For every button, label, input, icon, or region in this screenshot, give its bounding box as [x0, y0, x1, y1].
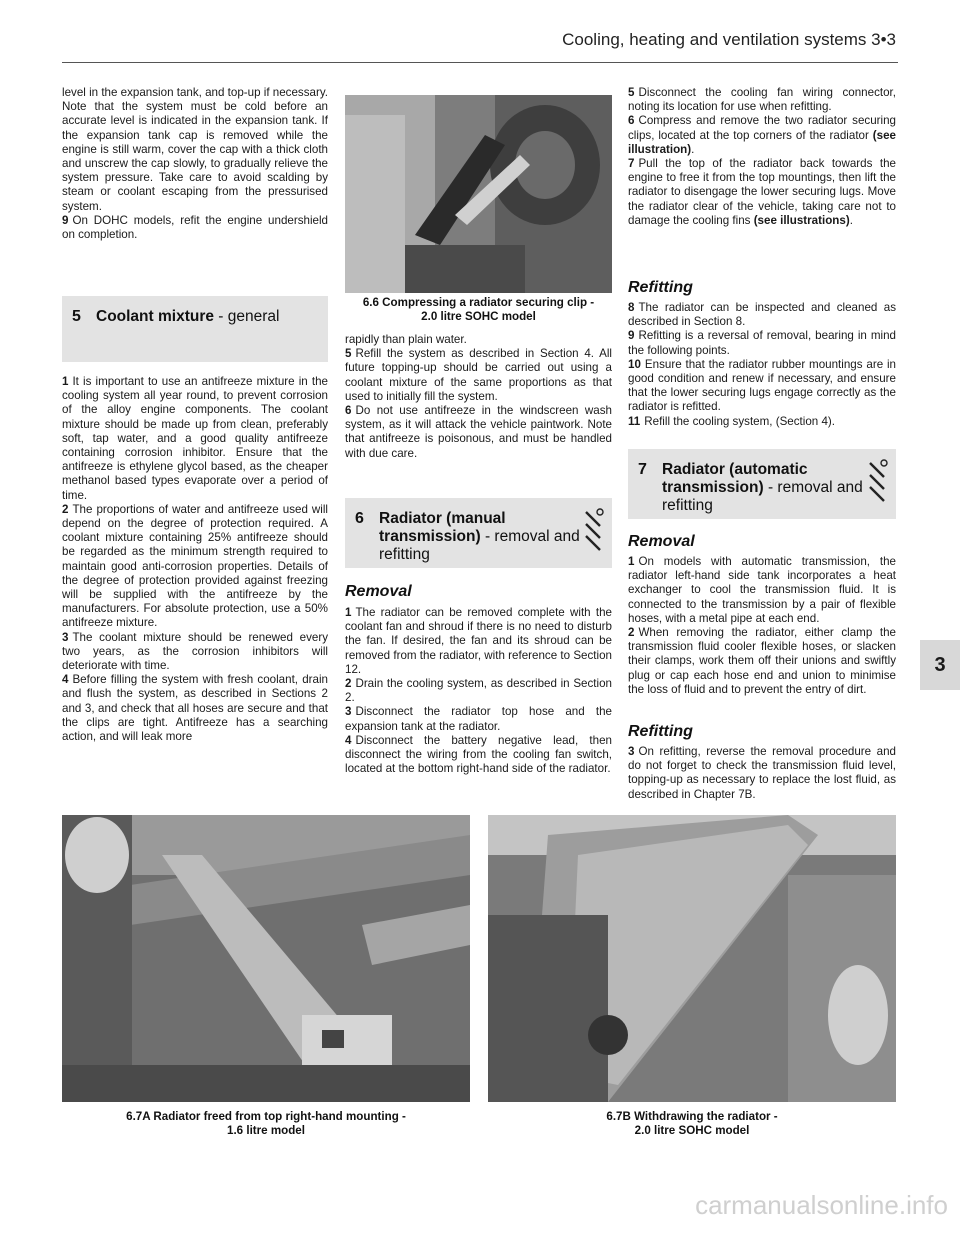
s7-paragraph-2: 2 When removing the radiator, either clamp the transmission fluid cooler flexible hoses, or slacken their clamps, work them off their unions and swiftly plug or cap each hose end and union to minimise the loss of fluid and to prevent the entry of dirt.	[628, 626, 896, 696]
s7-refitting-heading: Refitting	[628, 723, 693, 740]
s7-paragraph-3: 3 On refitting, reverse the removal procedure and do not forget to check the transmission fluid level, topping-up as necessary to replace the lost fluid, as described in Chapter 7B.	[628, 745, 896, 801]
s5-paragraph-5: 5 Refill the system as described in Section 4. All future topping-up should be carried out using a coolant mixture of the same proportions as that used to initially fill the system.	[345, 347, 612, 403]
photo-6-7b-image	[488, 815, 896, 1102]
difficulty-spanner-icon	[866, 455, 888, 515]
paragraph-9: 9 On DOHC models, refit the engine undershield on completion.	[62, 213, 328, 242]
s6-paragraph-6: 6 Compress and remove the two radiator securing clips, located at the top corners of the radiator (see illustration).	[628, 114, 896, 156]
photo-6-6-image	[345, 95, 612, 293]
photo-6-7a-image	[62, 815, 470, 1102]
section-5-body	[62, 375, 328, 744]
section-7-title: Radiator (automatic transmission) - removal and refitting	[662, 461, 863, 514]
s6-paragraph-2: 2 Drain the cooling system, as described in Section 2.	[345, 677, 612, 705]
section-5-title: Coolant mixture - general	[96, 308, 280, 325]
s6-paragraph-4: 4 Disconnect the battery negative lead, then disconnect the wiring from the cooling fan switch, located at the bottom right-hand side of the radiator.	[345, 733, 612, 776]
col3-top	[628, 86, 896, 228]
s5-paragraph-1: 1 It is important to use an antifreeze mixture in the cooling system all year round, to prevent corrosion of the alloy engine components. The coolant mixture should be made up from clean, preferably soft, tap water, and a good quality antifreeze containing corrosion inhibitor. Ensure that the antifreeze is ethylene glycol based, as the cheaper methanol based types evaporate over a period of time.	[62, 375, 328, 502]
running-header: Cooling, heating and ventilation systems 3•3	[562, 30, 896, 49]
s5-paragraph-2: 2 The proportions of water and antifreeze used will depend on the degree of protection required. A coolant mixture containing 25% antifreeze should be regarded as the minimum strength required to maintain good anti-corrosion properties. Details of the degree of protection provided against freezing will be supplied with the antifreeze by the manufacturers. For absolute protection, use a 50% antifreeze mixture.	[62, 502, 328, 630]
col1-intro	[62, 86, 328, 242]
intro-paragraph: level in the expansion tank, and top-up if necessary. Note that the system must be cold before an accurate level is indicated in the expansion tank. If the expansion tank cap is removed while the engine is still warm, cover the cap with a thick cloth and unscrew the cap slowly, to gradually relieve the system pressure. Take care to avoid scalding by steam or coolant escaping from the pressurised system.	[62, 86, 328, 213]
s6-refitting-body	[628, 301, 896, 429]
caption-6-7a: 6.7A Radiator freed from top right-hand mounting - 1.6 litre model	[126, 1110, 406, 1137]
section-7-heading: 7 Radiator (automatic transmission) - removal and refitting	[628, 449, 896, 519]
section-6-heading: 6 Radiator (manual transmission) - removal and refitting	[345, 498, 612, 568]
caption-6-6: 6.6 Compressing a radiator securing clip - 2.0 litre SOHC model	[362, 296, 595, 323]
s6-paragraph-10: 10 Ensure that the radiator rubber mountings are in good condition and renew if necessary, and ensure that the lower securing lugs engage correctly as the radiator is refitted.	[628, 357, 896, 414]
s6-removal-body	[345, 606, 612, 776]
photo-6-7b	[488, 815, 896, 1102]
s6-paragraph-7: 7 Pull the top of the radiator back towards the engine to free it from the top mountings, then lift the radiator to disengage the lower securing lugs. Move the radiator clear of the vehicle, taking care not to damage the cooling fins (see illustrations).	[628, 157, 896, 227]
s6-paragraph-11: 11 Refill the cooling system, (Section 4).	[628, 414, 835, 428]
s7-refitting-body	[628, 745, 896, 802]
s5-paragraph-6: 6 Do not use antifreeze in the windscreen wash system, as it will attack the vehicle paintwork. Note that antifreeze is poisonous, and must be handled with due care.	[345, 404, 612, 460]
s7-paragraph-1: 1 On models with automatic transmission, the radiator left-hand side tank incorporates a heat exchanger to cool the transmission fluid. It is connected to the transmission by a pair of flexible hoses, with a metal pipe at each end.	[628, 555, 896, 625]
s5-paragraph-4: 4 Before filling the system with fresh coolant, drain and flush the system, as described in Sections 2 and 3, and check that all hoses are secure and that the clips are tight. Antifreeze has a searching action, and will leak more	[62, 673, 328, 744]
chapter-tab: 3	[920, 640, 960, 690]
section-5-heading: 5 Coolant mixture - general	[62, 296, 328, 362]
s6-paragraph-1: 1 The radiator can be removed complete with the coolant fan and shroud if there is no need to disturb the fan. If desired, the fan and its shroud can be removed from the radiator, with reference to Section 12.	[345, 606, 612, 676]
photo-6-6	[345, 95, 612, 293]
caption-6-7b: 6.7B Withdrawing the radiator - 2.0 litre SOHC model	[606, 1110, 778, 1137]
s6-paragraph-9: 9 Refitting is a reversal of removal, bearing in mind the following points.	[628, 329, 896, 357]
s6-removal-heading: Removal	[345, 583, 412, 600]
watermark: carmanualsonline.info	[695, 1190, 948, 1220]
section-6-title: Radiator (manual transmission) - removal and refitting	[379, 510, 580, 563]
s7-removal-heading: Removal	[628, 533, 695, 550]
photo-6-7a	[62, 815, 470, 1102]
s6-paragraph-3: 3 Disconnect the radiator top hose and the expansion tank at the radiator.	[345, 705, 612, 733]
col2-continuation: rapidly than plain water. 5 Refill the system as described in Section 4. All future topping-up should be carried out using a coolant mixture of the same proportions as that used to initially fill the system. 6 Do not use antifreeze in the windscreen wash system, as it will attack the vehicle paintwork. Note that antifreeze is poisonous, and must be handled with due care.	[345, 333, 612, 460]
s6-paragraph-5: 5 Disconnect the cooling fan wiring connector, noting its location for use when refitting.	[628, 86, 896, 114]
s5-paragraph-3: 3 The coolant mixture should be renewed every two years, as the corrosion inhibitors will deteriorate with time.	[62, 630, 328, 673]
s7-removal-body	[628, 555, 896, 697]
s6-refitting-heading: Refitting	[628, 279, 693, 296]
difficulty-spanner-icon	[582, 504, 604, 564]
s6-paragraph-8: 8 The radiator can be inspected and cleaned as described in Section 8.	[628, 301, 896, 329]
header-rule	[62, 62, 898, 63]
